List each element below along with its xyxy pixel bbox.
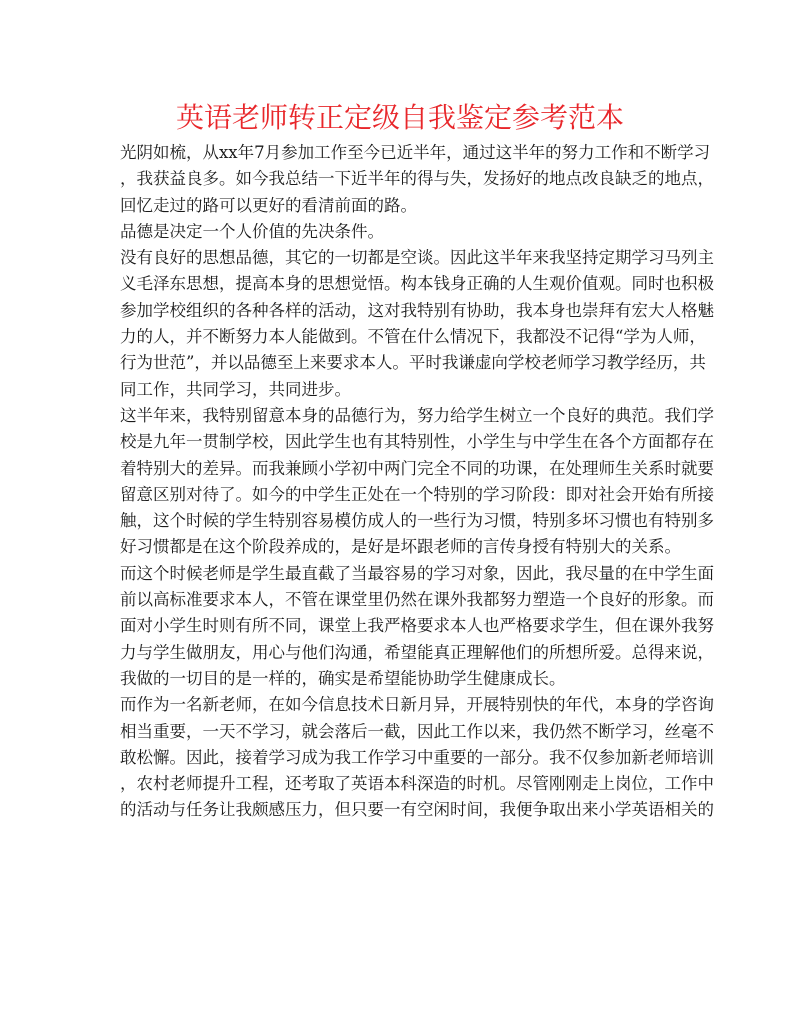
text-line: ，农村老师提升工程，还考取了英语本科深造的时机。尽管刚刚走上岗位，工作中 — [120, 774, 714, 794]
text-line: 敢松懈。因此，接着学习成为我工作学习中重要的一部分。我不仅参加新老师培训 — [120, 747, 714, 767]
text-line: 义毛泽东思想，提高本身的思想觉悟。构本钱身正确的人生观价值观。同时也积极 — [120, 274, 714, 294]
text-line: 触，这个时候的学生特别容易模仿成人的一些行为习惯，特别多坏习惯也有特别多 — [120, 511, 714, 531]
text-line: 回忆走过的路可以更好的看清前面的路。 — [120, 195, 417, 215]
text-line: 光阴如梳，从xx年7月参加工作至今已近半年，通过这半年的努力工作和不断学习 — [120, 143, 711, 162]
document-title: 英语老师转正定级自我鉴定参考范本 — [175, 101, 624, 134]
text-line: 力的人，并不断努力本人能做到。不管在什么情况下，我都没不记得“学为人师， — [120, 327, 706, 347]
text-line: 校是九年一贯制学校，因此学生也有其特别性，小学生与中学生在各个方面都存在 — [120, 432, 714, 452]
text-line: 而这个时候老师是学生最直截了当最容易的学习对象，因此，我尽量的在中学生面 — [120, 563, 714, 583]
text-line: 而作为一名新老师，在如今信息技术日新月异，开展特别快的年代，本身的学咨询 — [120, 695, 714, 715]
text-line: 品德是决定一个人价值的先决条件。 — [120, 221, 384, 241]
text-line: 这半年来，我特别留意本身的品德行为，努力给学生树立一个良好的典范。我们学 — [120, 405, 714, 425]
text-line: 参加学校组织的各种各样的活动，这对我特别有协助，我本身也崇拜有宏大人格魅 — [120, 300, 714, 320]
text-line: 相当重要，一天不学习，就会落后一截，因此工作以来，我仍然不断学习，丝毫不 — [120, 721, 714, 741]
text-line: 好习惯都是在这个阶段养成的，是好是坏跟老师的言传身授有特别大的关系。 — [120, 537, 681, 557]
text-line: 着特别大的差异。而我兼顾小学初中两门完全不同的功课，在处理师生关系时就要 — [120, 458, 714, 478]
text-line: 我做的一切目的是一样的，确实是希望能协助学生健康成长。 — [120, 668, 566, 688]
text-line: 没有良好的思想品德，其它的一切都是空谈。因此这半年来我坚持定期学习马列主 — [120, 248, 714, 268]
text-line: 留意区别对待了。如今的中学生正处在一个特别的学习阶段：即对社会开始有所接 — [120, 484, 714, 504]
text-line: 面对小学生时则有所不同，课堂上我严格要求本人也严格要求学生，但在课外我努 — [120, 616, 714, 636]
document-body — [120, 140, 714, 824]
text-line: ，我获益良多。如今我总结一下近半年的得与失，发扬好的地点改良缺乏的地点， — [120, 169, 714, 189]
text-line: 前以高标准要求本人，不管在课堂里仍然在课外我都努力塑造一个良好的形象。而 — [120, 590, 714, 610]
text-line: 同工作，共同学习，共同进步。 — [120, 379, 351, 399]
text-line: 行为世范”，并以品德至上来要求本人。平时我谦虚向学校老师学习教学经历，共 — [120, 353, 706, 373]
text-line: 力与学生做朋友，用心与他们沟通，希望能真正理解他们的所想所爱。总得来说， — [120, 642, 714, 662]
text-line: 的活动与任务让我颇感压力，但只要一有空闲时间，我便争取出来小学英语相关的 — [120, 800, 714, 820]
